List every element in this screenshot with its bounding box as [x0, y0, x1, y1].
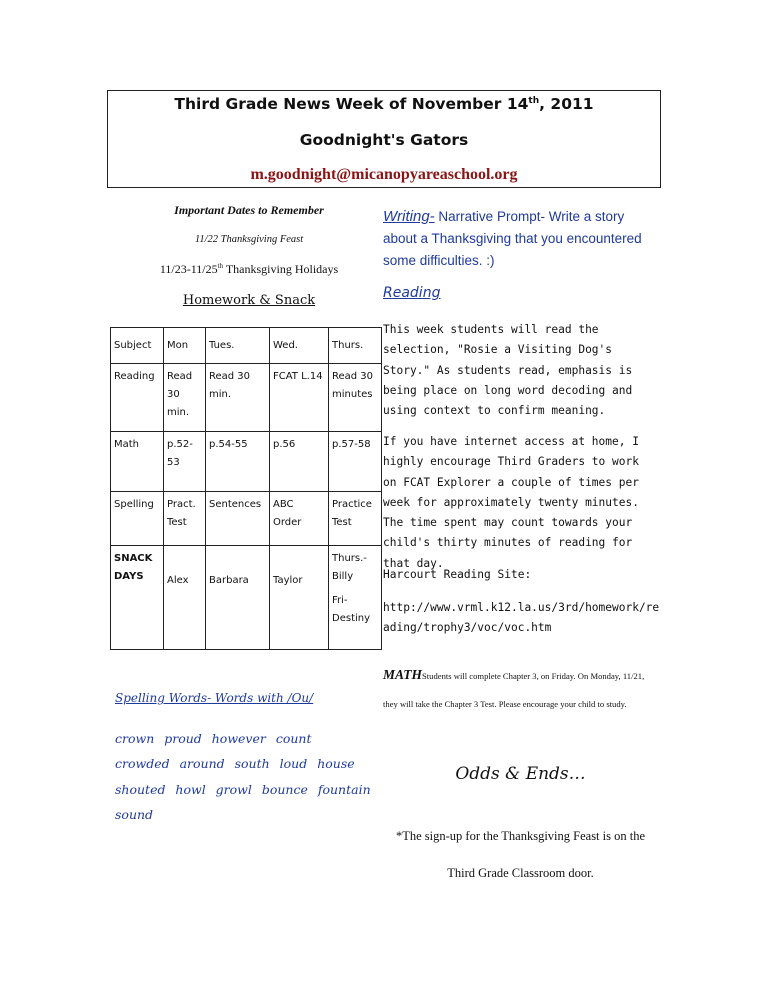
table-row	[111, 364, 382, 432]
table-cell	[329, 546, 382, 650]
table-cell: Spelling	[111, 492, 164, 546]
table-cell: p.54-55	[206, 432, 270, 492]
reading-paragraph: If you have internet access at home, I highly encourage Third Graders to work on FCAT Explorer a couple of times per week for approximately twenty minutes. The time spent may count towards your child's thirty minutes of reading for that day.	[383, 435, 639, 570]
odds-ends-text: *The sign-up for the Thanksgiving Feast is on the Third Grade Classroom door.	[395, 829, 646, 880]
table-cell: Math	[111, 432, 164, 492]
snack-friday: Fri-Destiny	[332, 595, 371, 624]
table-cell: Reading	[111, 364, 164, 432]
column-header: Thurs.	[329, 328, 382, 364]
snack-row	[111, 546, 382, 650]
table-cell: Practice Test	[329, 492, 382, 546]
column-header: Wed.	[270, 328, 329, 364]
column-header: Subject	[111, 328, 164, 364]
column-header: Mon	[164, 328, 206, 364]
table-cell: p.56	[270, 432, 329, 492]
dates-heading: Important Dates to Remember	[174, 203, 324, 217]
spelling-line: sound	[115, 807, 154, 822]
class-name: Goodnight's Gators	[299, 131, 469, 149]
snack-thursday: Thurs.-Billy	[332, 553, 367, 582]
table-cell: Read 30 min.	[164, 364, 206, 432]
page-title: Third Grade News Week of November 14th, 2011	[174, 95, 594, 113]
table-cell: Read 30 minutes	[329, 364, 382, 432]
date-feast: 11/22 Thanksgiving Feast	[194, 234, 304, 245]
harcourt-url-link[interactable]: http://www.vrml.k12.la.us/3rd/homework/reading/trophy3/voc/voc.htm	[383, 601, 660, 635]
column-header: Tues.	[206, 328, 270, 364]
table-cell: Pract. Test	[164, 492, 206, 546]
table-cell: ABC Order	[270, 492, 329, 546]
math-heading: MATH	[383, 667, 423, 682]
date-holidays: 11/23-11/25th Thanksgiving Holidays	[159, 262, 339, 276]
table-row	[111, 492, 382, 546]
homework-heading: Homework & Snack	[182, 293, 316, 308]
reading-paragraph: This week students will read the selection, "Rosie a Visiting Dog's Story." As students read, emphasis is being place on long word decoding and using context to confirm meaning.	[383, 323, 633, 418]
table-cell: p.57-58	[329, 432, 382, 492]
odds-ends-heading: Odds & Ends…	[455, 764, 586, 784]
table-cell: FCAT L.14	[270, 364, 329, 432]
spelling-line: crown proud however count	[115, 731, 312, 746]
table-header-row	[111, 328, 382, 364]
table-row	[111, 432, 382, 492]
spelling-line: crowded around south loud house	[115, 756, 355, 771]
newsletter-header	[107, 90, 661, 188]
spelling-heading: Spelling Words- Words with /Ou/	[115, 691, 314, 705]
spelling-line: shouted howl growl bounce fountain	[115, 782, 371, 797]
writing-section	[383, 206, 653, 272]
table-cell: Alex	[164, 546, 206, 650]
reading-heading: Reading	[383, 285, 441, 301]
writing-heading: Writing-	[383, 208, 435, 225]
harcourt-label: Harcourt Reading Site:	[383, 568, 532, 581]
table-cell: Read 30 min.	[206, 364, 270, 432]
teacher-email-link[interactable]: m.goodnight@micanopyareaschool.org	[250, 166, 518, 183]
table-cell: Barbara	[206, 546, 270, 650]
table-cell: Taylor	[270, 546, 329, 650]
snack-label: SNACK DAYS	[111, 546, 164, 650]
table-cell: Sentences	[206, 492, 270, 546]
writing-text: Narrative Prompt- Write a story about a Thanksgiving that you encountered some difficulties. :)	[383, 209, 642, 268]
table-cell: p.52-53	[164, 432, 206, 492]
math-section	[383, 661, 658, 718]
homework-table	[110, 327, 382, 650]
math-text: Students will complete Chapter 3, on Friday. On Monday, 11/21, they will take the Chapter 3 Test. Please encourage your child to study.	[383, 671, 645, 709]
